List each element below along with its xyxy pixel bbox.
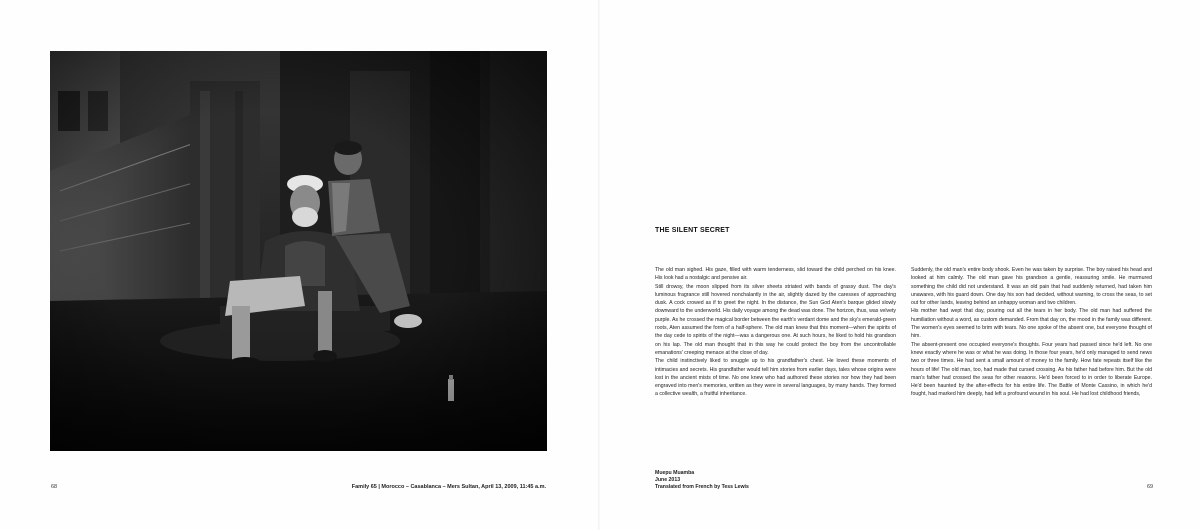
- paragraph: The absent-present one occupied everyone's thoughts. Four years had passed since he'd left. No one knew exactly where he was or what he was doing. In those four years, he'd only managed to send news two or three times. He had sent a small amount of money to the family. How fate repeats itself like the hours of life! The old man, too, had made that cursed crossing. As his father had before him. But the old man's father had crossed the seas for other reasons. He'd been forced to in order to liberate Europe. He'd been haunted by the after-effects for his entire life. The Battle of Monte Cassino, in which he'd fought, had marked him deeply, had left a profound wound in his soul. He had lost childhood friends,: [911, 341, 1152, 398]
- page-title: THE SILENT SECRET: [655, 227, 730, 234]
- paragraph: Suddenly, the old man's entire body shook. Even he was taken by surprise. The boy raised his head and looked at him calmly. The old man gave his grandson a gentle, reassuring smile. He murmured something the child did not understand. It was an old pain that had suddenly returned, had taken him unawares, with his guard down. One day his son had decided, without warning, to cross the seas, to set out for other lands, leaving behind an unhappy woman and two children.: [911, 267, 1152, 307]
- paragraph: The child instinctively liked to snuggle up to his grandfather's chest. He loved these moments of intimacies and secrets. His grandfather would tell him stories from earlier days, tales whose origins were lost in the ancient mists of time. No one knew who had authored these stories nor how they had been engraved into men's memories, written as they were in several languages, by many hands. They formed a collective wealth, a fruitful inheritance.: [655, 358, 896, 398]
- author-name: Muepu Muamba: [655, 470, 695, 476]
- paragraph: His mother had wept that day, pouring out all the tears in her body. The old man had suffered the humiliation without a word, as custom demanded. From that day on, the mood in the family was different. The women's eyes seemed to brim with tears. No one spoke of the absent one, but everyone thought of him.: [911, 308, 1152, 340]
- author-date: June 2013: [655, 477, 681, 483]
- paragraph: The old man sighed. His gaze, filled with warm tenderness, slid toward the child perched on his knee. His look had a nostalgic and pensive air.: [655, 267, 896, 282]
- photo-caption: Family 65 | Morocco – Casablanca – Mers Sultan, April 13, 2009, 11:45 a.m.: [351, 484, 546, 490]
- photograph-image: [50, 51, 547, 451]
- page-number-left: 68: [51, 484, 58, 490]
- translation-credit: Translated from French by Tess Lewis: [655, 484, 749, 490]
- text-column-2: [911, 266, 1152, 399]
- page-number-right: 69: [1147, 484, 1154, 490]
- text-column-1: [655, 266, 896, 399]
- paragraph: Still drowsy, the moon slipped from its silver sheets striated with bands of grassy dust. The day's luminous fragrance still hovered nonchalantly in the air, slightly dazed by the caresses of approaching dusk. A cock crowed as if to greet the night. In the distance, the Sun God Aten's barque glided slowly downward to the underworld. His daily voyage among the dead was done. The horizon, thus, was velvety purple. As he crossed the magical border between the earth's verdant dome and the sky's emerald-green roots, Aten assumed the form of a half-sphere. The old man knew that this moment—when the spirits of the day cede to spirits of the night—was a dangerous one. At such hours, he liked to hold his grandson on his lap. The old man thought that in this way he could protect the boy from the uncontrollable emanations' creeping menace at the close of day.: [655, 283, 896, 356]
- photograph: [50, 51, 547, 451]
- author-signature: [655, 470, 749, 491]
- right-page: [600, 0, 1200, 530]
